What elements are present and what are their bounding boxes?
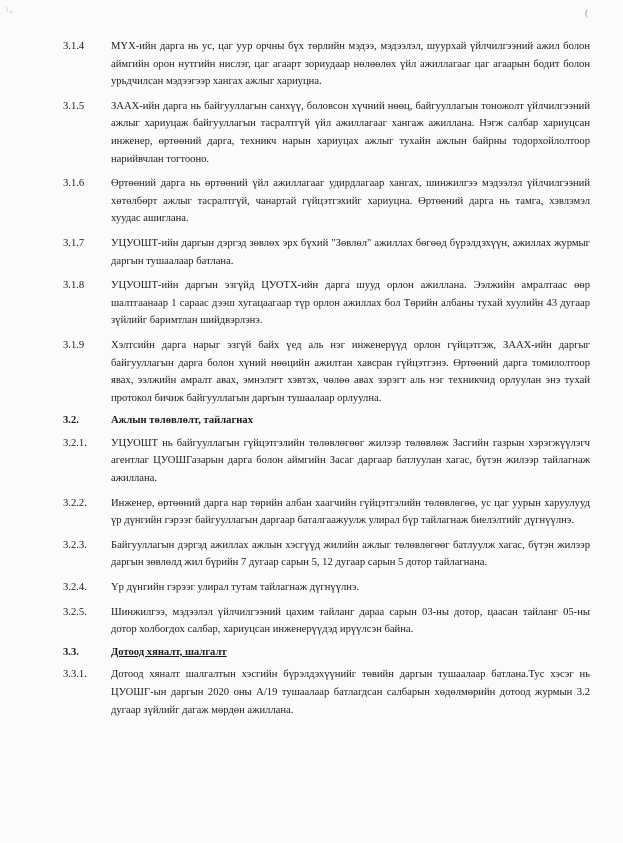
clause-3-2-5 — [63, 604, 590, 639]
clause-list — [63, 38, 590, 719]
clause-text: Дотоод хяналт шалгалтын хэсгийн бүрэлдэхүүнийг төвийн даргын тушаалаар батлана.Тус хэсэг нь ЦУОШГ-ын даргын 2020 оны А/19 тушаалаар батлагдсан салбарын хөдөлмөрийн дотоод журмын 3.2 дугаар зүйлийг дагаж мөрдөн ажиллана. — [111, 669, 590, 716]
clause-number: 3.2.4. — [63, 582, 87, 594]
clause-3-3-1 — [63, 666, 590, 719]
section-number: 3.2. — [63, 415, 79, 427]
section-title: Дотоод хяналт, шалгалт — [111, 646, 227, 658]
clause-number: 3.3.1. — [63, 669, 87, 681]
section-3-2-heading — [63, 412, 590, 430]
clause-3-1-5 — [63, 98, 590, 168]
scan-mark-right: ( — [585, 8, 589, 19]
clause-number: 3.1.5 — [63, 100, 85, 112]
clause-number: 3.1.8 — [63, 280, 85, 292]
clause-text: Үр дүнгийн гэрээг улирал тутам тайлагнаж дүгнүүлнэ. — [111, 582, 360, 594]
clause-3-1-7 — [63, 235, 590, 270]
clause-number: 3.1.4 — [63, 41, 85, 52]
clause-text: УЦУОШТ-ийн даргын эзгүйд ЦУОТХ-ийн дарга шууд орлон ажиллана. Ээлжийн амралтаас өөр шалтгаанаар 1 сараас дээш хугацаагаар түр орлон ажиллах бол Төрийн албаны тухай хуулийн 43 дугаар зүйлийг баримтлан шийдвэрлэнэ. — [111, 280, 590, 327]
clause-3-2-4 — [63, 579, 590, 597]
clause-text: МҮХ-ийн дарга нь ус, цаг уур орчны бүх төрлийн мэдээ, мэдээлэл, шуурхай үйлчилгээний ажил болон аймгийн орон нутгийн нислэг, цаг агаарт зориудаар нөлөөлөх үйл ажиллагааг цаг агаарын бодит болон урьдчилсан мэдээгээр хангах ажлыг хариуцна. — [111, 41, 590, 88]
clause-text: Инженер, өртөөний дарга нар төрийн албан хаагчийн гүйцэтгэлийн төлөвлөгөө, ус цаг уурын харуулууд үр дүнгийн гэрээг байгууллагын даргаар баталгаажуулж улирал бүр тайлагнаж биелэлтийг дүгнүүлнэ. — [111, 497, 590, 527]
section-title: Ажлын төлөвлөлт, тайлагнах — [111, 415, 253, 427]
clause-text: Хэлтсийн дарга нарыг эзгүй байх үед аль нэг инженерүүд орлон гүйцэтгэж, ЗААХ-ийн даргыг байгууллагын дарга болон хүний нөөцийн ажилтан хавсран гүйцэтгэнэ. Өртөөний дарга томилолтоор явах, ээлжийн амралт авах, эмнэлэгт хэвтэх, чөлөө авах зэрэгт аль нэг техникчид орлуулан энэ тухай протокол бичиж байгууллагын даргын тушаалаар орлуулна. — [111, 339, 590, 404]
clause-number: 3.1.6 — [63, 178, 85, 190]
clause-number: 3.2.5. — [63, 606, 87, 618]
clause-3-2-1 — [63, 435, 590, 488]
scan-mark-left: \ , — [6, 5, 13, 14]
clause-number: 3.2.2. — [63, 497, 87, 509]
clause-number: 3.2.3. — [63, 539, 87, 551]
clause-text: УЦУОШТ-ийн даргын дэргэд зөвлөх эрх бүхий "Зөвлөл" ажиллах бөгөөд бүрэлдэхүүн, ажиллах журмыг даргын тушаалаар батлана. — [111, 237, 590, 267]
clause-number: 3.1.7 — [63, 237, 85, 249]
section-3-3-heading — [63, 644, 590, 662]
clause-3-1-8 — [63, 277, 590, 330]
clause-text: УЦУОШТ нь байгууллагын гүйцэтгэлийн төлөвлөгөөг жилээр төлөвлөж Засгийн газрын хэрэгжүүлэгч агентлаг ЦУОШГазарын дарга болон аймгийн Засаг даргаар батлуулан хагас, бүтэн жилээр тайлагнаж ажиллана. — [111, 437, 590, 485]
clause-text: Өртөөний дарга нь өртөөний үйл ажиллагааг удирдлагаар хангах, шинжилгээ мэдээлэл үйлчилгээний хөтөлбөрт ажлыг тасралтгүй, чанартай гүйцэтгэхийг хариуцна. Өртөөний дарга нь тамга, хэвлэмэл хуудас ашиглана. — [111, 178, 590, 225]
section-number: 3.3. — [63, 646, 79, 658]
clause-number: 3.1.9 — [63, 339, 85, 351]
clause-text: ЗААХ-ийн дарга нь байгууллагын санхүү, боловсон хүчний нөөц, байгууллагын тоножолт үйлчилгээний ажлыг хариуцаж байгууллагын тасралтгүй үйл ажиллагааг хангаж ажиллана. Нэгж салбар хариуцсан инженер, өртөөний дарга, техникч нарын хариуцах ажлыг тухайн ажлын байрны тодорхойлолтоор нарийвчлан тогтооно. — [111, 100, 590, 165]
clause-3-2-2 — [63, 495, 590, 530]
clause-3-1-4 — [63, 38, 590, 91]
clause-3-1-9 — [63, 337, 590, 407]
clause-number: 3.2.1. — [63, 437, 87, 449]
clause-3-2-3 — [63, 537, 590, 572]
clause-text: Байгууллагын дэргэд ажиллах ажлын хэсгүүд жилийн ажлыг төлөвлөгөөг батлуулж хагас, бүтэн жилээр даргын зөвлөлд жил бүрийн 7 дугаар сарын 5, 12 дугаар сарын 5 дотор тайлагнана. — [111, 539, 590, 569]
clause-text: Шинжилгээ, мэдээлэл үйлчилгээний цахим тайланг дараа сарын 03-ны дотор, цаасан тайланг 05-ны дотор холбогдох салбар, хариуцсан инженерүүдэд ирүүлсэн байна. — [111, 606, 590, 636]
clause-3-1-6 — [63, 175, 590, 228]
